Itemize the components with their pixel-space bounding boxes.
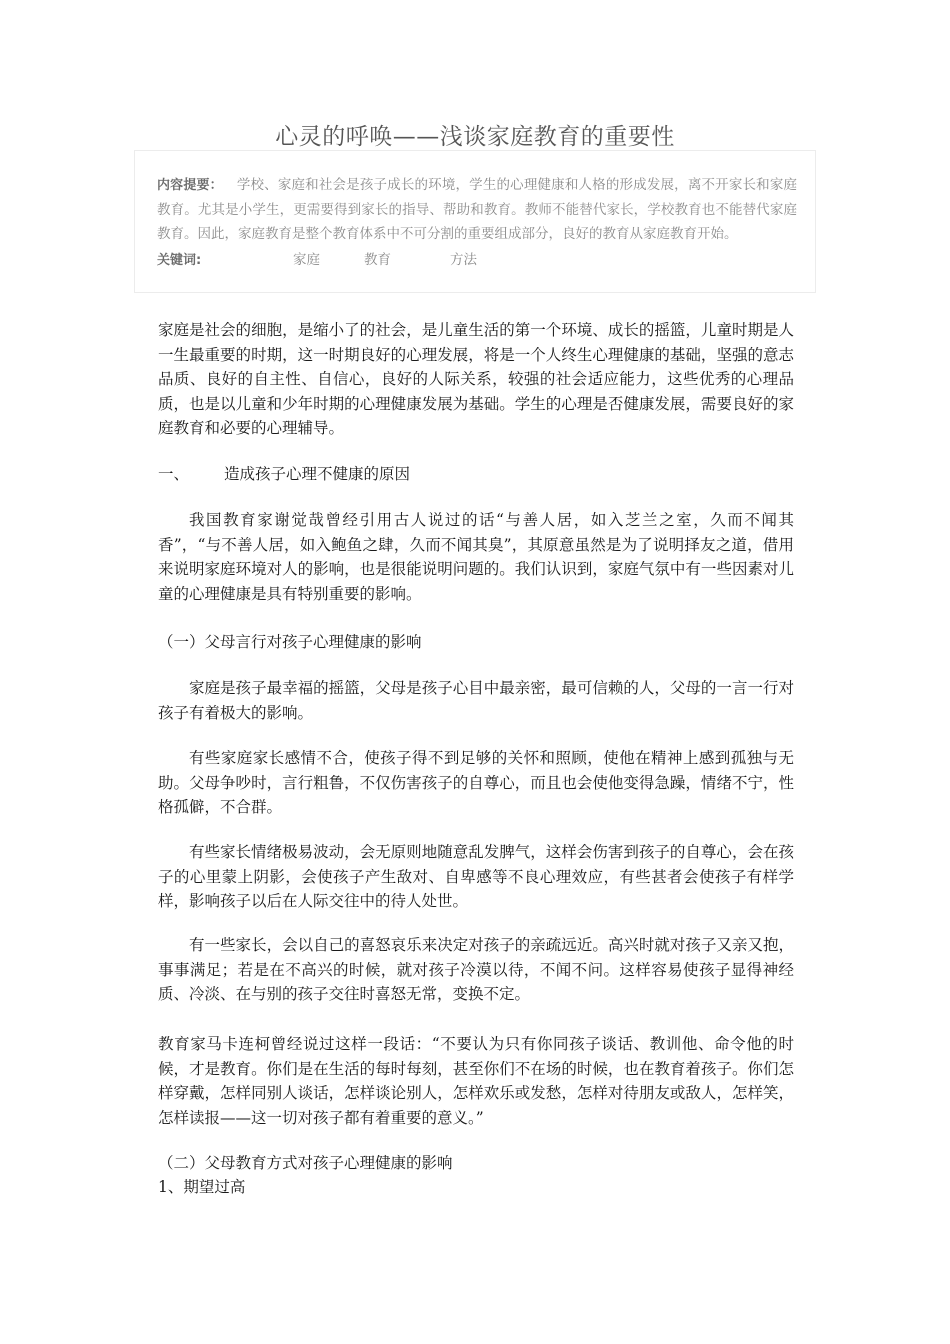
- section-heading-1: [158, 462, 410, 486]
- abstract: [157, 173, 797, 246]
- section-heading-text: 造成孩子心理不健康的原因: [224, 465, 411, 483]
- paragraph: 我国教育家谢觉哉曾经引用古人说过的话“与善人居，如入芝兰之室，久而不闻其香”，“与不善人居，如入鲍鱼之肆，久而不闻其臭”，其原意虽然是为了说明择友之道，借用来说明家庭环境对人的影响，也是很能说明问题的。我们认识到，家庭气氛中有一些因素对儿童的心理健康是具有特别重要的影响。: [158, 511, 794, 603]
- document-title: 心灵的呼唤——浅谈家庭教育的重要性: [275, 124, 675, 150]
- paragraph-quote: 教育家马卡连柯曾经说过这样一段话：“不要认为只有你同孩子谈话、教训他、命令他的时候，才是教育。你们是在生活的每时每刻，甚至你们不在场的时候，也在教育着孩子。你们怎样穿戴，怎样同别人谈话，怎样谈论别人，怎样欢乐或发愁，怎样对待朋友或敌人，怎样笑，怎样读报——这一切对孩子都有着重要的意义。”: [158, 1035, 794, 1127]
- section-number: 一、: [158, 465, 190, 483]
- keywords-label: 关键词:: [157, 253, 202, 268]
- keywords: [157, 248, 477, 273]
- abstract-text: 学校、家庭和社会是孩子成长的环境，学生的心理健康和人格的形成发展，离不开家长和家庭教育。尤其是小学生，更需要得到家长的指导、帮助和教育。教师不能替代家长，学校教育也不能替代家庭教育。因此，家庭教育是整个教育体系中不可分割的重要组成部分，良好的教育从家庭教育开始。: [157, 177, 797, 242]
- abstract-label: 内容提要：: [157, 178, 223, 193]
- keyword-item: 家庭: [293, 252, 320, 268]
- paragraph: 有一些家长，会以自己的喜怒哀乐来决定对孩子的亲疏远近。高兴时就对孩子又亲又抱，事事满足；若是在不高兴的时候，就对孩子冷漠以待，不闻不问。这样容易使孩子显得神经质、冷淡、在与别的孩子交往时喜怒无常，变换不定。: [158, 936, 794, 1003]
- paragraph-intro: 家庭是社会的细胞，是缩小了的社会，是儿童生活的第一个环境、成长的摇篮，儿童时期是人一生最重要的时期，这一时期良好的心理发展，将是一个人终生心理健康的基础，坚强的意志品质、良好的自主性、自信心，良好的人际关系，较强的社会适应能力，这些优秀的心理品质，也是以儿童和少年时期的心理健康发展为基础。学生的心理是否健康发展，需要良好的家庭教育和必要的心理辅导。: [158, 321, 794, 437]
- subsection-heading-1: （一）父母言行对孩子心理健康的影响: [158, 633, 422, 651]
- subsection-heading-2: （二）父母教育方式对孩子心理健康的影响: [158, 1154, 453, 1172]
- list-heading: 1、期望过高: [158, 1178, 246, 1196]
- keyword-item: 教育: [364, 252, 391, 268]
- paragraph: 有些家庭家长感情不合，使孩子得不到足够的关怀和照顾，使他在精神上感到孤独与无助。父母争吵时，言行粗鲁，不仅伤害孩子的自尊心，而且也会使他变得急躁，情绪不宁，性格孤僻，不合群。: [158, 749, 794, 816]
- paragraph: 有些家长情绪极易波动，会无原则地随意乱发脾气，这样会伤害到孩子的自尊心，会在孩子的心里蒙上阴影，会使孩子产生敌对、自卑感等不良心理效应，有些甚者会使孩子有样学样，影响孩子以后在人际交往中的待人处世。: [158, 843, 794, 910]
- paragraph: 家庭是孩子最幸福的摇篮，父母是孩子心目中最亲密，最可信赖的人，父母的一言一行对孩子有着极大的影响。: [158, 679, 794, 722]
- keyword-item: 方法: [450, 252, 477, 268]
